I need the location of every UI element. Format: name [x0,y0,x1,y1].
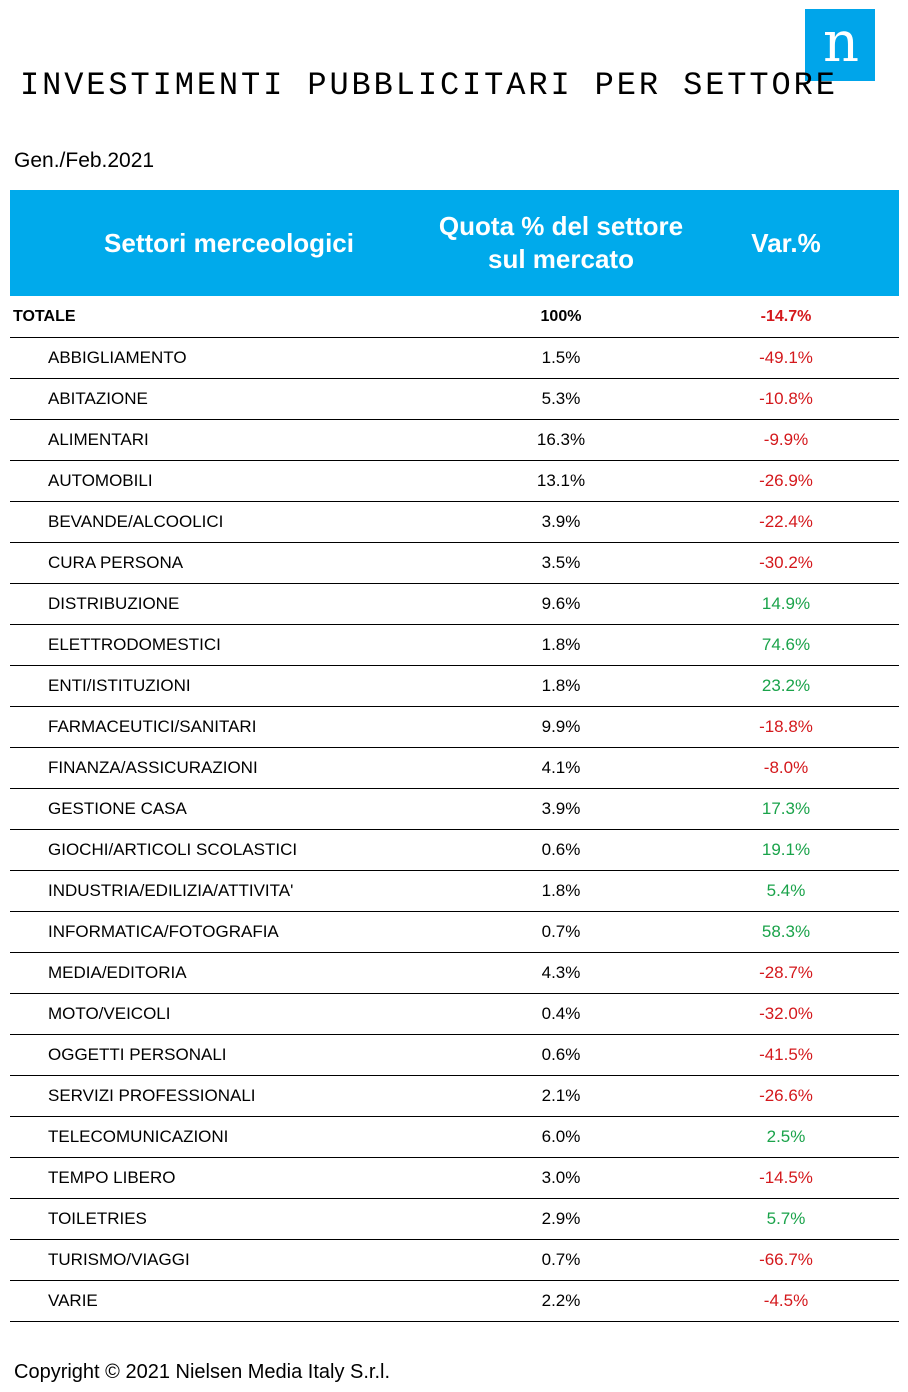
sector-share: 16.3% [536,430,586,449]
sector-var: 19.1% [761,840,811,859]
sector-name: FINANZA/ASSICURAZIONI [48,758,258,777]
sector-share: 3.9% [541,512,581,531]
sector-var: -10.8% [759,389,813,408]
sector-share: 0.6% [541,1045,581,1064]
sector-name: ELETTRODOMESTICI [48,635,221,654]
sector-var: -18.8% [759,717,813,736]
sector-var: -26.9% [759,471,813,490]
table-row [10,543,899,584]
sector-var: 58.3% [761,922,811,941]
header-sector: Settori merceologici [104,227,354,258]
sector-name: OGGETTI PERSONALI [48,1045,227,1064]
header-share: Quota % del settore sul mercato [438,211,684,274]
sector-share: 9.9% [541,717,581,736]
sector-share: 1.8% [541,676,581,695]
sector-name: VARIE [48,1291,98,1310]
table-row [10,584,899,625]
sector-name: ABBIGLIAMENTO [48,348,187,367]
sector-var: -49.1% [759,348,813,367]
sector-name: TEMPO LIBERO [48,1168,176,1187]
copyright: Copyright © 2021 Nielsen Media Italy S.r.l. [14,1361,391,1383]
sector-var: 5.4% [766,881,806,900]
period-label: Gen./Feb.2021 [14,149,155,172]
table-row [10,1117,899,1158]
table-row [10,789,899,830]
table-header [10,190,899,296]
total-share: 100% [540,308,582,325]
sector-share: 9.6% [541,594,581,613]
sector-name: INFORMATICA/FOTOGRAFIA [48,922,279,941]
sector-var: -28.7% [759,963,813,982]
sector-var: 14.9% [761,594,811,613]
sector-share: 3.5% [541,553,581,572]
table-row [10,994,899,1035]
sector-var: 17.3% [761,799,811,818]
table-row [10,461,899,502]
sector-name: DISTRIBUZIONE [48,594,180,613]
table-rows [10,338,899,1322]
sector-share: 4.1% [541,758,581,777]
sector-share: 3.9% [541,799,581,818]
sector-share: 1.5% [541,348,581,367]
sector-name: AUTOMOBILI [48,471,153,490]
table-row [10,502,899,543]
sector-name: GIOCHI/ARTICOLI SCOLASTICI [48,840,298,859]
sector-name: TELECOMUNICAZIONI [48,1127,229,1146]
sector-var: -14.5% [759,1168,813,1187]
table-row [10,912,899,953]
sector-var: 74.6% [761,635,811,654]
sector-name: ALIMENTARI [48,430,149,449]
sector-name: INDUSTRIA/EDILIZIA/ATTIVITA' [48,881,294,900]
table-row [10,625,899,666]
sector-share: 0.7% [541,1250,581,1269]
sector-name: TOILETRIES [48,1209,147,1228]
sector-var: -32.0% [759,1004,813,1023]
sector-var: -30.2% [759,553,813,572]
table-row [10,420,899,461]
table-row [10,666,899,707]
total-sector: TOTALE [13,308,76,325]
table-row [10,1199,899,1240]
sector-var: -22.4% [759,512,813,531]
table-row [10,953,899,994]
table-row [10,1076,899,1117]
sector-var: -4.5% [763,1291,809,1310]
table-row [10,1158,899,1199]
sector-var: 23.2% [761,676,811,695]
page-title: INVESTIMENTI PUBBLICITARI PER SETTORE [20,67,838,104]
table-row [10,338,899,379]
sector-name: ABITAZIONE [48,389,148,408]
sector-var: 5.7% [766,1209,806,1228]
logo-letter: n [822,10,858,75]
sector-share: 6.0% [541,1127,581,1146]
sector-var: -66.7% [759,1250,813,1269]
sector-share: 1.8% [541,881,581,900]
sector-name: ENTI/ISTITUZIONI [48,676,191,695]
sector-var: 2.5% [766,1127,806,1146]
sector-name: GESTIONE CASA [48,799,187,818]
sector-name: MEDIA/EDITORIA [48,963,187,982]
sector-share: 0.6% [541,840,581,859]
sector-share: 13.1% [536,471,586,490]
sector-name: CURA PERSONA [48,553,184,572]
sector-table [10,297,899,1322]
sector-share: 0.4% [541,1004,581,1023]
table-row [10,871,899,912]
sector-share: 1.8% [541,635,581,654]
sector-share: 2.1% [541,1086,581,1105]
sector-name: TURISMO/VIAGGI [48,1250,190,1269]
total-var: -14.7% [760,308,812,325]
table-row-total [10,297,899,338]
table-row [10,707,899,748]
table-row [10,748,899,789]
table-row [10,379,899,420]
sector-share: 2.2% [541,1291,581,1310]
sector-share: 2.9% [541,1209,581,1228]
sector-share: 3.0% [541,1168,581,1187]
sector-share: 4.3% [541,963,581,982]
sector-share: 5.3% [541,389,581,408]
table-row [10,830,899,871]
sector-name: SERVIZI PROFESSIONALI [48,1086,256,1105]
header-var: Var.% [751,227,821,258]
sector-var: -41.5% [759,1045,813,1064]
sector-name: FARMACEUTICI/SANITARI [48,717,257,736]
sector-share: 0.7% [541,922,581,941]
sector-var: -8.0% [763,758,809,777]
sector-var: -26.6% [759,1086,813,1105]
table-row [10,1035,899,1076]
sector-var: -9.9% [763,430,809,449]
sector-name: MOTO/VEICOLI [48,1004,171,1023]
sector-name: BEVANDE/ALCOOLICI [48,512,224,531]
table-row [10,1281,899,1322]
table-row [10,1240,899,1281]
